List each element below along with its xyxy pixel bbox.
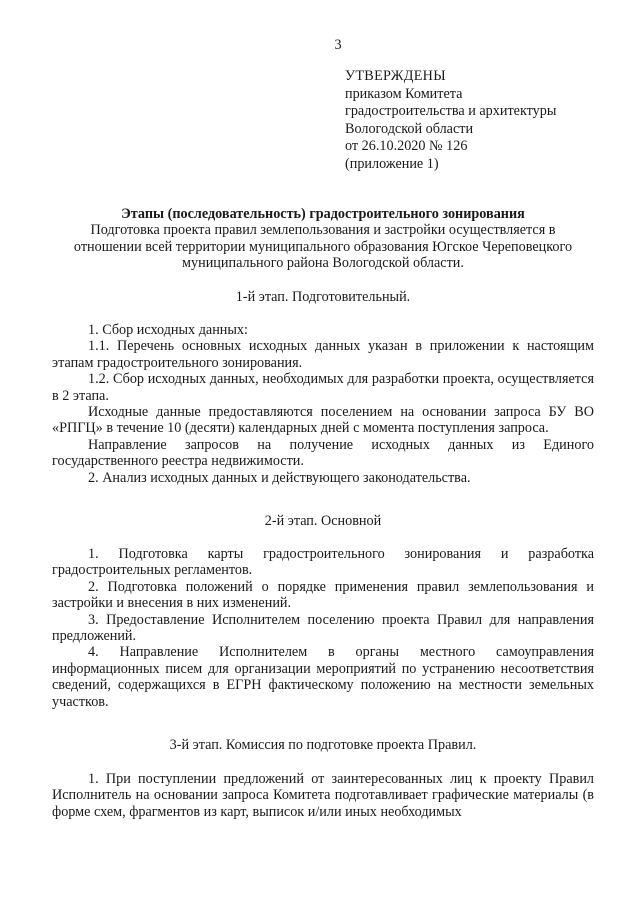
stage-1-section	[52, 289, 594, 305]
paragraph: 1.2. Сбор исходных данных, необходимых для разработки проекта, осуществляется в 2 этапа.	[52, 371, 594, 404]
approval-line: от 26.10.2020 № 126	[345, 138, 468, 155]
stage-1-heading: 1-й этап. Подготовительный.	[235, 289, 411, 305]
stage-2-section	[52, 513, 594, 529]
approval-line: градостроительства и архитектуры	[345, 103, 557, 120]
approval-block	[345, 68, 625, 174]
paragraph: 2. Подготовка положений о порядке применения правил землепользования и застройки и внесения в них изменений.	[52, 578, 594, 612]
stage-2-body	[52, 546, 594, 710]
stage-2-heading: 2-й этап. Основной	[264, 513, 382, 529]
paragraph: 1. Подготовка карты градостроительного зонирования и разработка градостроительных регламентов.	[52, 546, 594, 579]
paragraph: 1.1. Перечень основных исходных данных указан в приложении к настоящим этапам градостроительного зонирования.	[52, 338, 594, 371]
document-title: Этапы (последовательность) градостроительного зонирования	[121, 206, 525, 222]
stage-3-section	[52, 737, 594, 753]
stage-3-body	[52, 771, 594, 820]
approval-line: приказом Комитета	[345, 85, 463, 102]
paragraph: Исходные данные предоставляются поселением на основании запроса БУ ВО «РПГЦ» в течение 10 (десяти) календарных дней с момента поступления запроса.	[52, 404, 594, 437]
page-number: 3	[334, 37, 342, 53]
stage-3-heading: 3-й этап. Комиссия по подготовке проекта Правил.	[169, 737, 477, 753]
intro-paragraph: Подготовка проекта правил землепользования и застройки осуществляется в отношении всей территории муниципального образования Югское Череповецкого муниципального района Вологодской области.	[73, 222, 573, 272]
approval-line: (приложение 1)	[345, 155, 439, 172]
paragraph: 4. Направление Исполнителем в органы местного самоуправления информационных писем для организации мероприятий по устранению несоответствия сведений, содержащихся в ЕГРН фактическому положению на местности земельных участков.	[52, 644, 594, 710]
paragraph: 1. При поступлении предложений от заинтересованных лиц к проекту Правил Исполнитель на основании запроса Комитета подготавливает графические материалы (в форме схем, фрагментов из карт, выписок и/или иных необходимых	[52, 771, 594, 820]
approval-heading: УТВЕРЖДЕНЫ	[345, 68, 446, 84]
title-section	[52, 206, 594, 272]
paragraph: Направление запросов на получение исходных данных из Единого государственного реестра недвижимости.	[52, 436, 594, 470]
paragraph: 3. Предоставление Исполнителем поселению проекта Правил для направления предложений.	[52, 611, 594, 645]
stage-1-body	[52, 322, 594, 486]
approval-line: Вологодской области	[345, 120, 474, 137]
paragraph: 2. Анализ исходных данных и действующего законодательства.	[88, 469, 471, 486]
paragraph: 1. Сбор исходных данных:	[88, 322, 248, 338]
